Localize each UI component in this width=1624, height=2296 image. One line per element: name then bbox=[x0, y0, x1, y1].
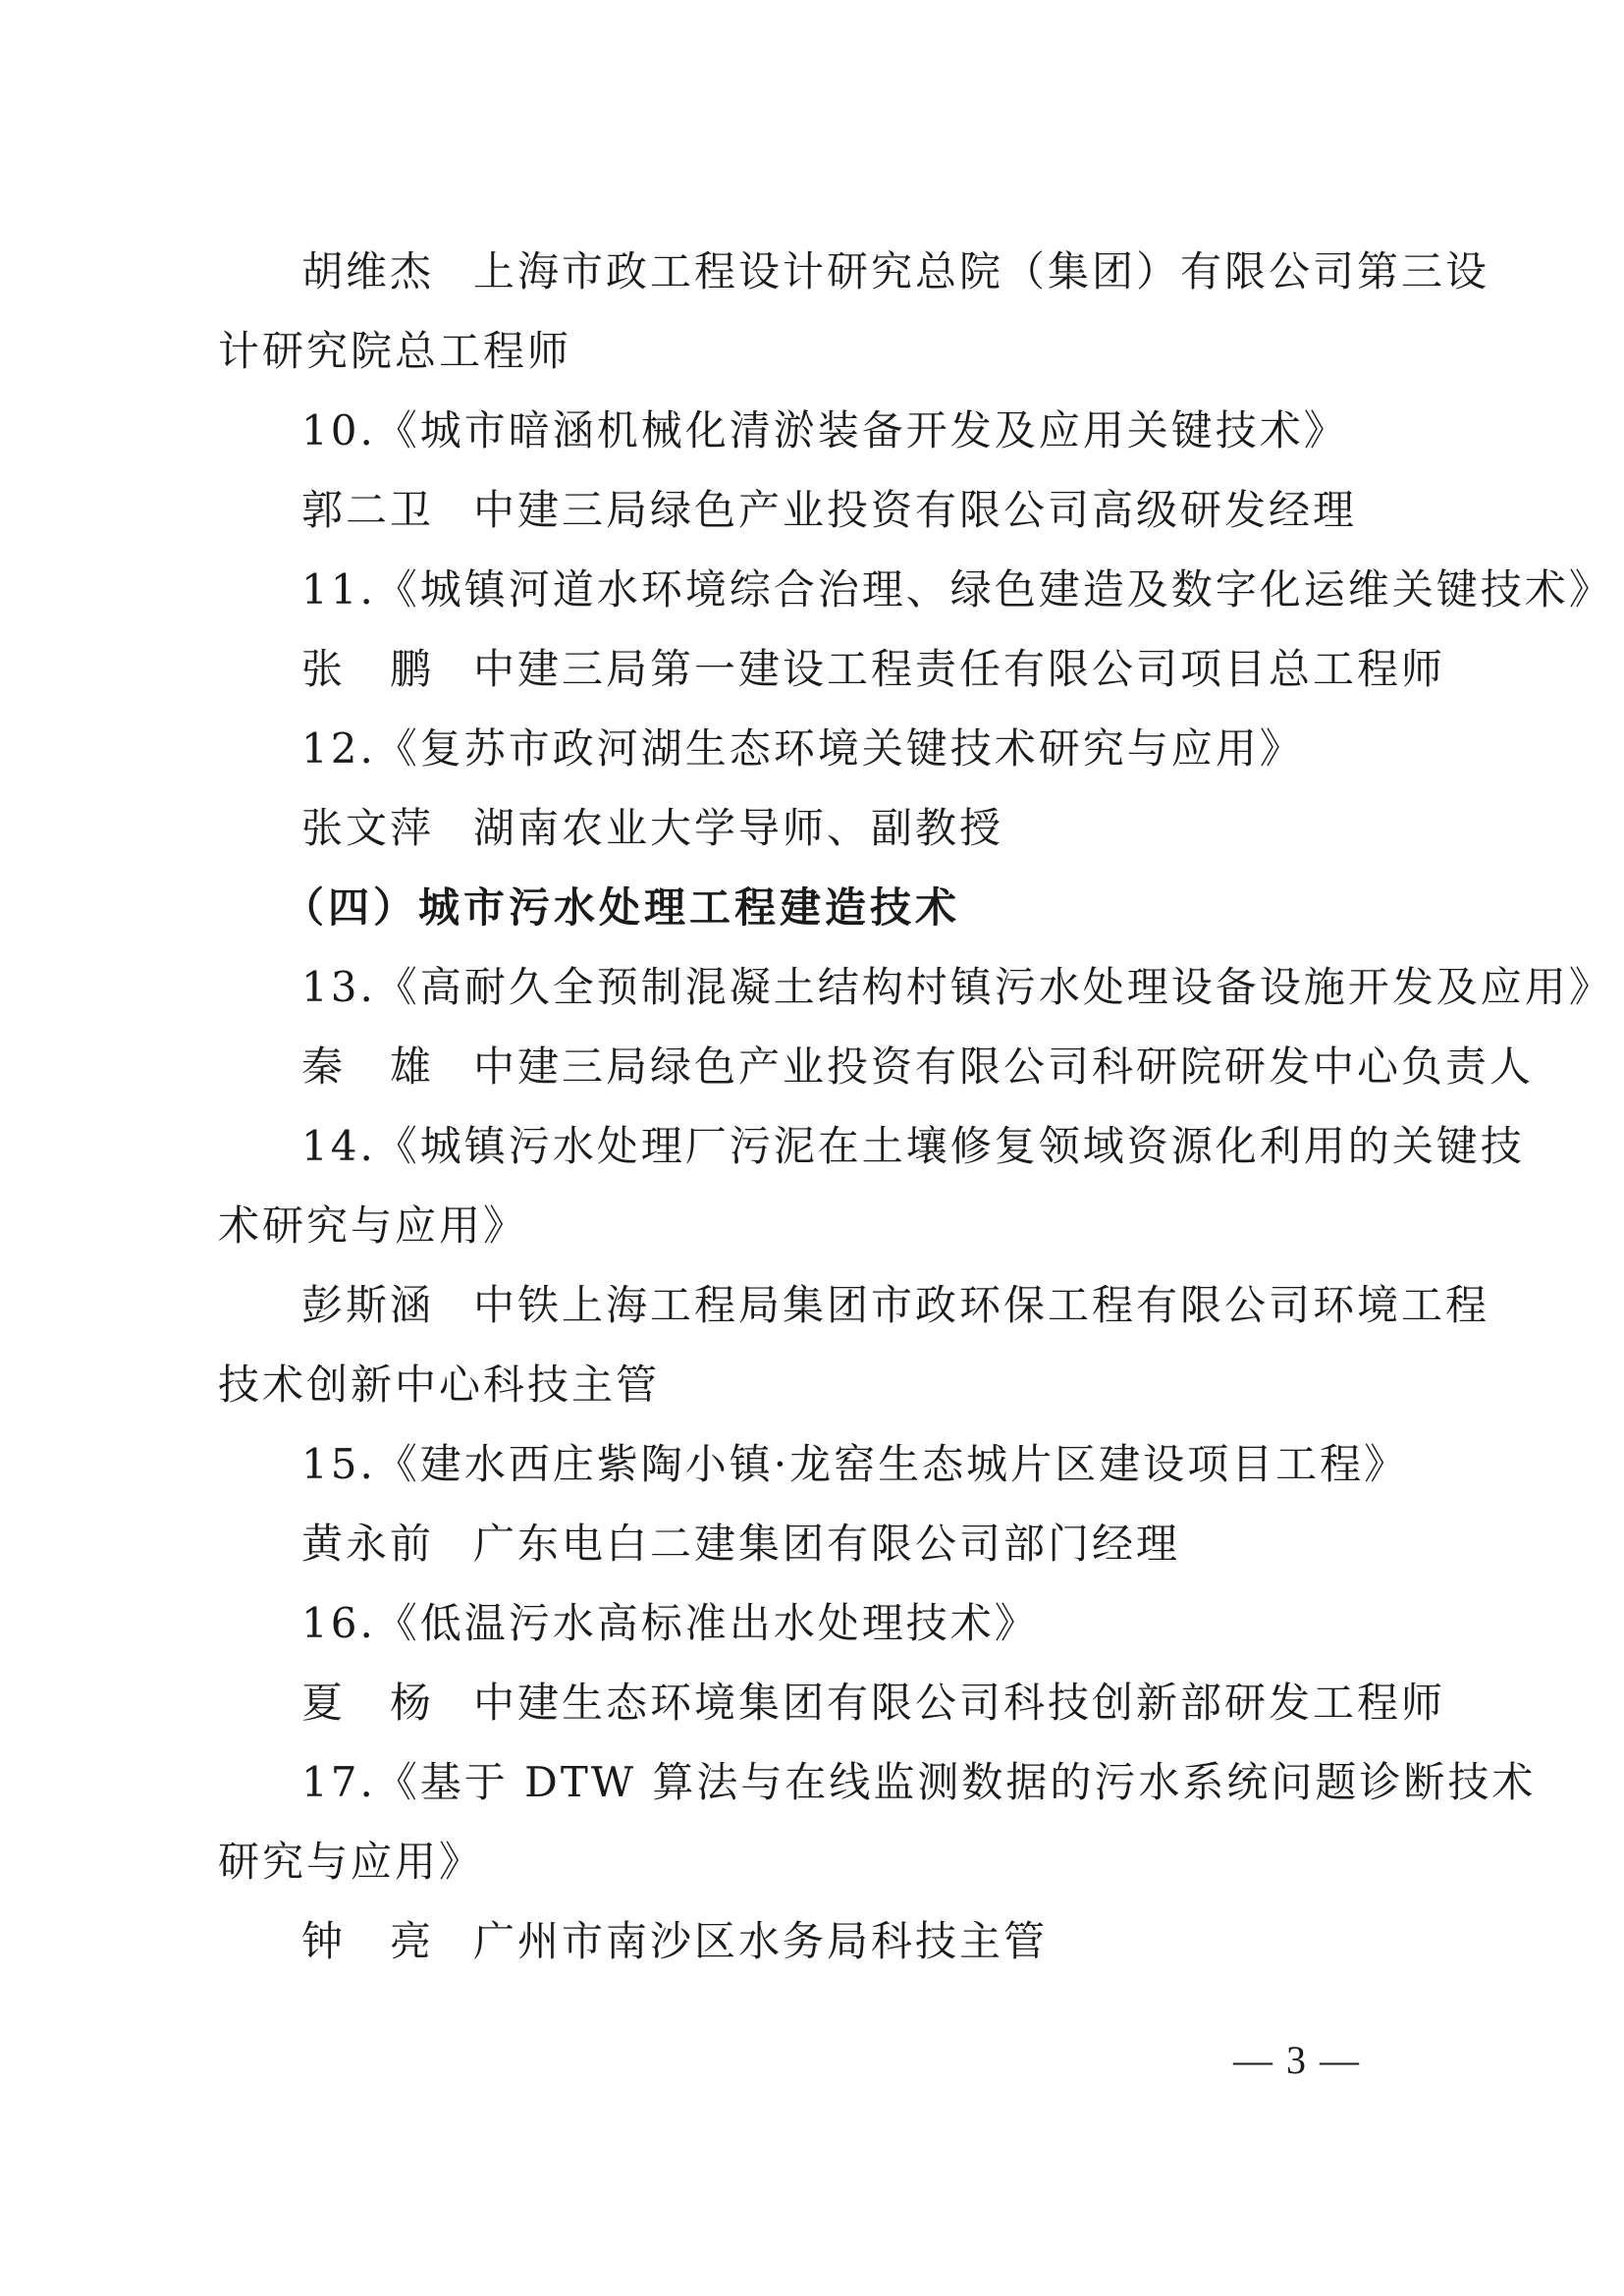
person-name: 钟 亮 bbox=[301, 1917, 435, 1965]
person-qin-xiong bbox=[301, 1041, 1534, 1094]
person-name: 张 鹏 bbox=[301, 645, 435, 693]
person-affiliation: 湖南农业大学导师、副教授 bbox=[473, 804, 1004, 852]
project-title-continued: 研究与应用》 bbox=[218, 1838, 484, 1886]
project-title: 17.《基于 DTW 算法与在线监测数据的污水系统问题诊断技术 bbox=[301, 1758, 1537, 1806]
person-affiliation: 广州市南沙区水务局科技主管 bbox=[473, 1917, 1049, 1965]
project-title: 12.《复苏市政河湖生态环境关键技术研究与应用》 bbox=[301, 724, 1304, 773]
project-17-title-line2 bbox=[218, 1836, 483, 1889]
project-14-title-line2 bbox=[218, 1200, 527, 1253]
person-affiliation: 广东电白二建集团有限公司部门经理 bbox=[473, 1520, 1181, 1568]
project-11-title bbox=[301, 563, 1613, 616]
person-huang-yongqian bbox=[301, 1518, 1180, 1571]
person-zhong-liang bbox=[301, 1915, 1048, 1968]
person-xia-yang bbox=[301, 1677, 1445, 1730]
person-zhang-peng bbox=[301, 643, 1445, 696]
project-title-continued: 术研究与应用》 bbox=[218, 1201, 528, 1250]
person-affiliation-continued: 计研究院总工程师 bbox=[218, 327, 572, 375]
project-17-title-line1 bbox=[301, 1756, 1536, 1809]
person-peng-sihan-line1 bbox=[301, 1279, 1489, 1332]
person-affiliation: 上海市政工程设计研究总院（集团）有限公司第三设 bbox=[473, 247, 1490, 295]
person-peng-sihan-line2 bbox=[218, 1359, 660, 1412]
project-15-title bbox=[301, 1438, 1408, 1491]
person-guo-erwei bbox=[301, 484, 1357, 537]
section-heading: （四）城市污水处理工程建造技术 bbox=[283, 883, 961, 932]
project-title: 15.《建水西庄紫陶小镇·龙窑生态城片区建设项目工程》 bbox=[301, 1440, 1409, 1488]
project-title: 10.《城市暗涵机械化清淤装备开发及应用关键技术》 bbox=[301, 406, 1348, 454]
project-title: 13.《高耐久全预制混凝土结构村镇污水处理设备设施开发及应用》 bbox=[301, 963, 1613, 1011]
person-name: 郭二卫 bbox=[301, 486, 435, 534]
project-12-title bbox=[301, 722, 1304, 775]
person-hu-weijie-line1 bbox=[301, 245, 1489, 298]
project-title: 16.《低温污水高标准出水处理技术》 bbox=[301, 1599, 1039, 1647]
page-number: — 3 — bbox=[1233, 2038, 1361, 2082]
person-name: 彭斯涵 bbox=[301, 1281, 435, 1329]
project-14-title-line1 bbox=[301, 1120, 1525, 1173]
project-16-title bbox=[301, 1597, 1039, 1650]
person-zhang-wenping bbox=[301, 802, 1003, 855]
person-hu-weijie-line2 bbox=[218, 325, 571, 378]
person-name: 夏 杨 bbox=[301, 1679, 435, 1727]
person-affiliation: 中铁上海工程局集团市政环保工程有限公司环境工程 bbox=[473, 1281, 1490, 1329]
project-title: 11.《城镇河道水环境综合治理、绿色建造及数字化运维关键技术》 bbox=[301, 565, 1613, 614]
section-4-heading bbox=[283, 881, 960, 934]
person-affiliation: 中建三局绿色产业投资有限公司科研院研发中心负责人 bbox=[473, 1042, 1535, 1091]
project-10-title bbox=[301, 404, 1348, 457]
person-affiliation-continued: 技术创新中心科技主管 bbox=[218, 1361, 661, 1409]
project-title: 14.《城镇污水处理厂污泥在土壤修复领域资源化利用的关键技 bbox=[301, 1122, 1525, 1170]
person-affiliation: 中建三局第一建设工程责任有限公司项目总工程师 bbox=[473, 645, 1446, 693]
person-affiliation: 中建生态环境集团有限公司科技创新部研发工程师 bbox=[473, 1679, 1446, 1727]
person-name: 张文萍 bbox=[301, 804, 435, 852]
person-name: 秦 雄 bbox=[301, 1042, 435, 1091]
person-affiliation: 中建三局绿色产业投资有限公司高级研发经理 bbox=[473, 486, 1358, 534]
person-name: 胡维杰 bbox=[301, 247, 435, 295]
person-name: 黄永前 bbox=[301, 1520, 435, 1568]
project-13-title bbox=[301, 961, 1613, 1014]
